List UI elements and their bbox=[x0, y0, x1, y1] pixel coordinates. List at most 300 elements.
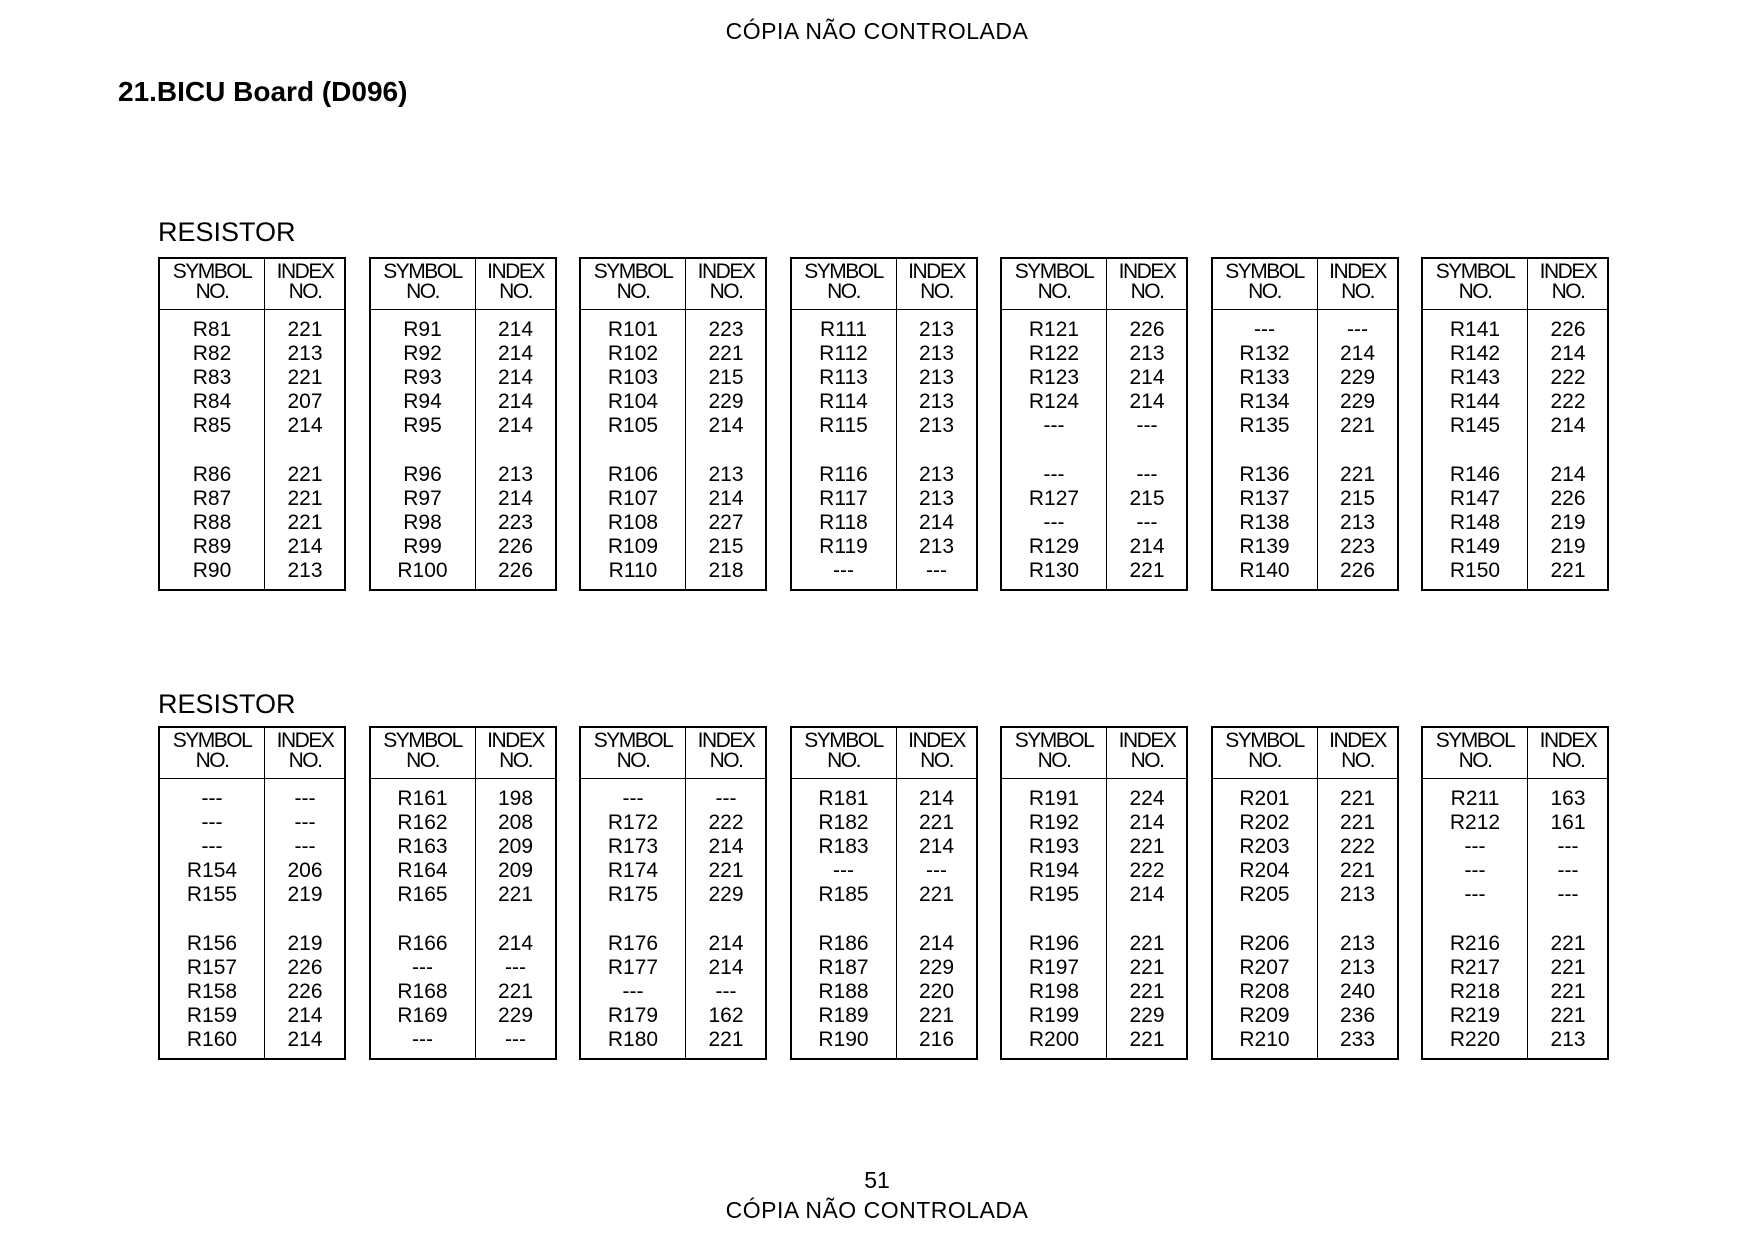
symbol-header-line: NO. bbox=[1037, 749, 1071, 772]
symbol-cell: R219 bbox=[1449, 1004, 1501, 1027]
index-no-header bbox=[1527, 262, 1609, 308]
symbol-header-line: SYMBOL bbox=[383, 729, 462, 752]
index-cell: 221 bbox=[1129, 559, 1165, 582]
index-cell: 161 bbox=[1550, 811, 1586, 834]
symbol-cell: R100 bbox=[397, 559, 448, 582]
index-cell: 221 bbox=[1339, 414, 1376, 437]
index-cell: 213 bbox=[918, 390, 955, 413]
symbol-no-header bbox=[581, 731, 685, 777]
symbol-cell: --- bbox=[1464, 835, 1486, 858]
parts-table bbox=[790, 726, 978, 1060]
symbol-no-header bbox=[1423, 731, 1527, 777]
symbol-cell: R187 bbox=[818, 956, 869, 979]
symbol-cell: --- bbox=[833, 559, 854, 582]
index-cell: --- bbox=[1557, 859, 1579, 882]
symbol-cell: --- bbox=[622, 787, 644, 810]
symbol-cell: R162 bbox=[397, 811, 448, 834]
index-header-line: INDEX bbox=[1539, 260, 1597, 283]
index-cell: 221 bbox=[1550, 559, 1586, 582]
header-divider bbox=[792, 778, 976, 779]
header-divider bbox=[581, 778, 765, 779]
index-cell: --- bbox=[505, 956, 526, 979]
index-cell: 221 bbox=[1129, 932, 1165, 955]
index-cell: 221 bbox=[1339, 811, 1376, 834]
index-cell: 226 bbox=[1550, 318, 1586, 341]
index-header-line: INDEX bbox=[1329, 260, 1386, 283]
index-cell: 214 bbox=[497, 487, 534, 510]
symbol-cell: R81 bbox=[192, 318, 232, 341]
symbol-cell: --- bbox=[201, 835, 223, 858]
index-cell: 222 bbox=[1550, 366, 1586, 389]
parts-table bbox=[579, 726, 767, 1060]
symbol-cell: R207 bbox=[1239, 956, 1290, 979]
symbol-cell: R200 bbox=[1028, 1028, 1080, 1051]
index-cell: 213 bbox=[287, 342, 323, 365]
index-cell: 219 bbox=[287, 932, 323, 955]
symbol-header-line: NO. bbox=[1248, 280, 1281, 303]
symbol-cell: R195 bbox=[1028, 883, 1080, 906]
index-cell: 222 bbox=[708, 811, 744, 834]
index-header-line: NO. bbox=[499, 749, 532, 772]
symbol-cell: R89 bbox=[192, 535, 232, 558]
parts-table bbox=[1000, 726, 1188, 1060]
index-cell: 219 bbox=[1550, 511, 1586, 534]
symbol-cell: R122 bbox=[1028, 342, 1080, 365]
index-cell: 214 bbox=[918, 511, 955, 534]
parts-table bbox=[1421, 257, 1609, 591]
symbol-cell: R96 bbox=[403, 463, 442, 486]
symbol-cell: R136 bbox=[1239, 463, 1290, 486]
symbol-cell: R181 bbox=[818, 787, 869, 810]
index-header-line: INDEX bbox=[276, 260, 334, 283]
symbol-cell: --- bbox=[1043, 463, 1065, 486]
symbol-cell: R156 bbox=[186, 932, 238, 955]
header-divider bbox=[792, 309, 976, 310]
parts-table-row bbox=[158, 257, 1610, 591]
symbol-no-header bbox=[1213, 731, 1317, 777]
index-cell: 213 bbox=[708, 463, 744, 486]
symbol-cell: R105 bbox=[607, 414, 659, 437]
symbol-cell: R141 bbox=[1449, 318, 1501, 341]
index-cell: --- bbox=[294, 835, 316, 858]
symbol-cell: R139 bbox=[1239, 535, 1290, 558]
symbol-cell: --- bbox=[201, 811, 223, 834]
index-cell: 221 bbox=[287, 463, 323, 486]
symbol-cell: R134 bbox=[1239, 390, 1290, 413]
index-cell: --- bbox=[1557, 835, 1579, 858]
symbol-cell: R91 bbox=[403, 318, 442, 341]
symbol-cell: R140 bbox=[1239, 559, 1290, 582]
parts-table bbox=[1000, 257, 1188, 591]
index-cell: 218 bbox=[708, 559, 744, 582]
parts-table bbox=[1211, 726, 1399, 1060]
symbol-no-header bbox=[1423, 262, 1527, 308]
symbol-header-line: SYMBOL bbox=[593, 729, 673, 752]
index-cell: 221 bbox=[918, 1004, 955, 1027]
symbol-cell: R148 bbox=[1449, 511, 1501, 534]
header-divider bbox=[1423, 309, 1607, 310]
page-title: 21.BICU Board (D096) bbox=[118, 76, 408, 107]
index-cell: 223 bbox=[708, 318, 744, 341]
symbol-cell: R175 bbox=[607, 883, 659, 906]
symbol-cell: R111 bbox=[819, 318, 868, 341]
symbol-no-header bbox=[1213, 262, 1317, 308]
index-cell: 226 bbox=[1339, 559, 1376, 582]
header-divider bbox=[160, 309, 344, 310]
index-cell: 221 bbox=[287, 366, 323, 389]
index-cell: 213 bbox=[918, 463, 955, 486]
index-cell: 213 bbox=[1339, 932, 1376, 955]
symbol-cell: R161 bbox=[397, 787, 448, 810]
index-header-line: NO. bbox=[1130, 749, 1164, 772]
index-cell: 214 bbox=[497, 390, 534, 413]
symbol-header-line: SYMBOL bbox=[172, 260, 252, 283]
index-cell: 223 bbox=[1339, 535, 1376, 558]
index-header-line: NO. bbox=[709, 749, 743, 772]
symbol-header-line: SYMBOL bbox=[1225, 260, 1304, 283]
index-header-line: NO. bbox=[1341, 280, 1374, 303]
header-divider bbox=[1213, 309, 1397, 310]
symbol-cell: R206 bbox=[1239, 932, 1290, 955]
index-cell: 221 bbox=[1129, 956, 1165, 979]
index-cell: --- bbox=[505, 1028, 526, 1051]
symbol-cell: R132 bbox=[1239, 342, 1290, 365]
symbol-cell: R106 bbox=[607, 463, 659, 486]
index-cell: 214 bbox=[708, 835, 744, 858]
index-no-header bbox=[1106, 262, 1188, 308]
index-cell: 229 bbox=[497, 1004, 534, 1027]
symbol-cell: R118 bbox=[819, 511, 868, 534]
symbol-cell: R185 bbox=[818, 883, 869, 906]
index-cell: 221 bbox=[1129, 1028, 1165, 1051]
index-cell: 229 bbox=[1339, 390, 1376, 413]
symbol-cell: R203 bbox=[1239, 835, 1290, 858]
index-cell: 229 bbox=[708, 883, 744, 906]
index-header-line: INDEX bbox=[276, 729, 334, 752]
index-cell: 221 bbox=[1550, 980, 1586, 1003]
symbol-cell: --- bbox=[833, 859, 854, 882]
watermark-bottom: CÓPIA NÃO CONTROLADA bbox=[725, 1197, 1029, 1223]
symbol-cell: R189 bbox=[818, 1004, 869, 1027]
parts-table bbox=[158, 726, 346, 1060]
index-cell: 214 bbox=[1129, 535, 1165, 558]
symbol-cell: R180 bbox=[607, 1028, 659, 1051]
index-cell: 214 bbox=[1129, 390, 1165, 413]
symbol-cell: R127 bbox=[1028, 487, 1080, 510]
index-header-line: NO. bbox=[1551, 749, 1585, 772]
index-cell: 214 bbox=[708, 487, 744, 510]
index-no-header bbox=[896, 262, 978, 308]
symbol-cell: R169 bbox=[397, 1004, 448, 1027]
symbol-cell: R82 bbox=[192, 342, 232, 365]
index-cell: 227 bbox=[708, 511, 744, 534]
symbol-cell: R199 bbox=[1028, 1004, 1080, 1027]
index-cell: --- bbox=[715, 980, 737, 1003]
index-cell: 213 bbox=[918, 414, 955, 437]
parts-table bbox=[369, 726, 557, 1060]
symbol-cell: R197 bbox=[1028, 956, 1080, 979]
index-cell: 226 bbox=[1129, 318, 1165, 341]
symbol-cell: R86 bbox=[192, 463, 232, 486]
index-cell: 226 bbox=[497, 535, 534, 558]
index-header-line: NO. bbox=[1551, 280, 1585, 303]
symbol-cell: R174 bbox=[607, 859, 659, 882]
symbol-no-header bbox=[1002, 731, 1106, 777]
symbol-cell: --- bbox=[1464, 859, 1486, 882]
index-cell: 221 bbox=[1550, 932, 1586, 955]
symbol-cell: R218 bbox=[1449, 980, 1501, 1003]
symbol-header-line: NO. bbox=[827, 749, 860, 772]
symbol-cell: R144 bbox=[1449, 390, 1501, 413]
index-header-line: INDEX bbox=[908, 260, 965, 283]
symbol-cell: R193 bbox=[1028, 835, 1080, 858]
index-cell: 214 bbox=[497, 414, 534, 437]
symbol-cell: R173 bbox=[607, 835, 659, 858]
symbol-cell: R98 bbox=[403, 511, 442, 534]
symbol-cell: R179 bbox=[607, 1004, 659, 1027]
symbol-cell: R85 bbox=[192, 414, 232, 437]
header-divider bbox=[160, 778, 344, 779]
symbol-cell: R84 bbox=[192, 390, 232, 413]
symbol-cell: R117 bbox=[819, 487, 868, 510]
symbol-cell: --- bbox=[622, 980, 644, 1003]
symbol-cell: R192 bbox=[1028, 811, 1080, 834]
symbol-cell: R135 bbox=[1239, 414, 1290, 437]
index-cell: 221 bbox=[708, 342, 744, 365]
index-cell: 229 bbox=[1339, 366, 1376, 389]
symbol-cell: R93 bbox=[403, 366, 442, 389]
index-cell: --- bbox=[1136, 511, 1158, 534]
index-cell: 214 bbox=[1339, 342, 1376, 365]
index-cell: 213 bbox=[918, 366, 955, 389]
parts-table bbox=[1421, 726, 1609, 1060]
symbol-header-line: SYMBOL bbox=[172, 729, 252, 752]
index-no-header bbox=[1317, 731, 1399, 777]
symbol-no-header bbox=[792, 262, 896, 308]
symbol-cell: R159 bbox=[186, 1004, 238, 1027]
symbol-cell: R110 bbox=[608, 559, 658, 582]
symbol-cell: R164 bbox=[397, 859, 448, 882]
index-cell: --- bbox=[294, 787, 316, 810]
symbol-cell: R163 bbox=[397, 835, 448, 858]
symbol-cell: R123 bbox=[1028, 366, 1080, 389]
symbol-header-line: NO. bbox=[195, 280, 229, 303]
index-cell: 221 bbox=[1550, 956, 1586, 979]
index-header-line: NO. bbox=[288, 280, 322, 303]
index-cell: 214 bbox=[708, 956, 744, 979]
symbol-cell: R172 bbox=[607, 811, 659, 834]
watermark-top: CÓPIA NÃO CONTROLADA bbox=[725, 18, 1029, 44]
symbol-cell: R116 bbox=[819, 463, 868, 486]
index-header-line: NO. bbox=[1130, 280, 1164, 303]
symbol-cell: R87 bbox=[192, 487, 232, 510]
symbol-cell: R95 bbox=[403, 414, 442, 437]
index-cell: 221 bbox=[708, 859, 744, 882]
symbol-header-line: NO. bbox=[1248, 749, 1281, 772]
symbol-header-line: SYMBOL bbox=[383, 260, 462, 283]
symbol-cell: R183 bbox=[818, 835, 869, 858]
symbol-header-line: SYMBOL bbox=[1225, 729, 1304, 752]
index-cell: 198 bbox=[497, 787, 534, 810]
index-cell: 226 bbox=[287, 956, 323, 979]
header-divider bbox=[1423, 778, 1607, 779]
index-cell: 209 bbox=[497, 859, 534, 882]
page-number: 51 bbox=[864, 1167, 890, 1193]
index-cell: 213 bbox=[918, 487, 955, 510]
index-cell: 214 bbox=[287, 1028, 323, 1051]
index-cell: 215 bbox=[1129, 487, 1165, 510]
symbol-cell: R177 bbox=[607, 956, 659, 979]
index-cell: 214 bbox=[287, 1004, 323, 1027]
index-cell: 222 bbox=[1339, 835, 1376, 858]
symbol-cell: R130 bbox=[1028, 559, 1080, 582]
section-label: RESISTOR bbox=[158, 217, 296, 247]
index-cell: 219 bbox=[1550, 535, 1586, 558]
symbol-cell: R83 bbox=[192, 366, 232, 389]
index-cell: 226 bbox=[1550, 487, 1586, 510]
index-cell: 222 bbox=[1129, 859, 1165, 882]
index-cell: 213 bbox=[918, 342, 955, 365]
symbol-cell: --- bbox=[1464, 883, 1486, 906]
header-divider bbox=[371, 309, 555, 310]
symbol-header-line: NO. bbox=[616, 749, 650, 772]
parts-table-row bbox=[158, 726, 1610, 1060]
parts-table bbox=[579, 257, 767, 591]
symbol-cell: R108 bbox=[607, 511, 659, 534]
index-header-line: NO. bbox=[288, 749, 322, 772]
index-cell: 215 bbox=[708, 366, 744, 389]
index-cell: 221 bbox=[1550, 1004, 1586, 1027]
symbol-cell: R176 bbox=[607, 932, 659, 955]
index-no-header bbox=[1106, 731, 1188, 777]
index-cell: 221 bbox=[497, 883, 534, 906]
symbol-header-line: SYMBOL bbox=[1014, 729, 1094, 752]
symbol-cell: R124 bbox=[1028, 390, 1080, 413]
symbol-cell: R165 bbox=[397, 883, 448, 906]
symbol-cell: R92 bbox=[403, 342, 442, 365]
index-cell: --- bbox=[1136, 463, 1158, 486]
index-cell: 221 bbox=[1339, 859, 1376, 882]
index-cell: 221 bbox=[287, 318, 323, 341]
index-cell: 214 bbox=[1550, 463, 1586, 486]
index-header-line: INDEX bbox=[1539, 729, 1597, 752]
index-no-header bbox=[685, 731, 767, 777]
symbol-header-line: NO. bbox=[1458, 280, 1492, 303]
symbol-cell: R94 bbox=[403, 390, 442, 413]
symbol-cell: R119 bbox=[819, 535, 868, 558]
symbol-no-header bbox=[792, 731, 896, 777]
symbol-cell: R168 bbox=[397, 980, 448, 1003]
index-header-line: NO. bbox=[499, 280, 532, 303]
symbol-cell: R101 bbox=[607, 318, 659, 341]
symbol-cell: R115 bbox=[819, 414, 868, 437]
index-cell: 221 bbox=[918, 811, 955, 834]
index-cell: 221 bbox=[1339, 787, 1376, 810]
symbol-cell: R146 bbox=[1449, 463, 1501, 486]
symbol-cell: R113 bbox=[819, 366, 868, 389]
index-cell: 214 bbox=[1550, 342, 1586, 365]
index-cell: 214 bbox=[497, 318, 534, 341]
symbol-cell: R194 bbox=[1028, 859, 1080, 882]
index-cell: 214 bbox=[708, 414, 744, 437]
symbol-no-header bbox=[160, 262, 264, 308]
index-no-header bbox=[896, 731, 978, 777]
symbol-cell: R182 bbox=[818, 811, 869, 834]
index-cell: 214 bbox=[497, 366, 534, 389]
symbol-cell: R198 bbox=[1028, 980, 1080, 1003]
symbol-cell: R220 bbox=[1449, 1028, 1501, 1051]
symbol-header-line: SYMBOL bbox=[1014, 260, 1094, 283]
index-cell: 214 bbox=[918, 932, 955, 955]
header-divider bbox=[581, 309, 765, 310]
symbol-cell: --- bbox=[412, 1028, 433, 1051]
index-no-header bbox=[1317, 262, 1399, 308]
symbol-header-line: SYMBOL bbox=[1435, 260, 1515, 283]
parts-table bbox=[1211, 257, 1399, 591]
index-cell: 221 bbox=[287, 487, 323, 510]
symbol-cell: R109 bbox=[607, 535, 659, 558]
index-cell: 213 bbox=[918, 318, 955, 341]
symbol-header-line: NO. bbox=[406, 749, 439, 772]
index-cell: 233 bbox=[1339, 1028, 1376, 1051]
symbol-header-line: NO. bbox=[406, 280, 439, 303]
index-cell: 229 bbox=[708, 390, 744, 413]
index-cell: 223 bbox=[497, 511, 534, 534]
index-cell: 214 bbox=[497, 342, 534, 365]
index-cell: 214 bbox=[1550, 414, 1586, 437]
index-cell: 214 bbox=[1129, 366, 1165, 389]
index-cell: 222 bbox=[1550, 390, 1586, 413]
index-cell: 213 bbox=[1129, 342, 1165, 365]
symbol-cell: --- bbox=[201, 787, 223, 810]
index-cell: 208 bbox=[497, 811, 534, 834]
symbol-no-header bbox=[160, 731, 264, 777]
symbol-cell: R147 bbox=[1449, 487, 1501, 510]
symbol-cell: R129 bbox=[1028, 535, 1080, 558]
index-cell: 213 bbox=[918, 535, 955, 558]
symbol-header-line: NO. bbox=[827, 280, 860, 303]
symbol-cell: R209 bbox=[1239, 1004, 1290, 1027]
symbol-cell: R155 bbox=[186, 883, 238, 906]
index-cell: 213 bbox=[1550, 1028, 1586, 1051]
symbol-cell: R145 bbox=[1449, 414, 1501, 437]
symbol-header-line: NO. bbox=[1037, 280, 1071, 303]
index-cell: 214 bbox=[287, 535, 323, 558]
parts-table bbox=[790, 257, 978, 591]
symbol-no-header bbox=[371, 262, 475, 308]
index-header-line: INDEX bbox=[697, 729, 755, 752]
symbol-cell: R157 bbox=[186, 956, 238, 979]
parts-table bbox=[158, 257, 346, 591]
symbol-cell: R102 bbox=[607, 342, 659, 365]
index-no-header bbox=[1527, 731, 1609, 777]
symbol-no-header bbox=[371, 731, 475, 777]
index-cell: 213 bbox=[497, 463, 534, 486]
symbol-header-line: SYMBOL bbox=[1435, 729, 1515, 752]
symbol-cell: R88 bbox=[192, 511, 232, 534]
index-cell: 240 bbox=[1339, 980, 1376, 1003]
index-cell: 229 bbox=[918, 956, 955, 979]
symbol-cell: R112 bbox=[819, 342, 868, 365]
index-cell: 213 bbox=[1339, 956, 1376, 979]
symbol-cell: R216 bbox=[1449, 932, 1501, 955]
index-cell: 214 bbox=[1129, 811, 1165, 834]
index-cell: 221 bbox=[497, 980, 534, 1003]
index-header-line: NO. bbox=[920, 749, 953, 772]
symbol-cell: R211 bbox=[1450, 787, 1500, 810]
index-cell: 236 bbox=[1339, 1004, 1376, 1027]
symbol-no-header bbox=[581, 262, 685, 308]
